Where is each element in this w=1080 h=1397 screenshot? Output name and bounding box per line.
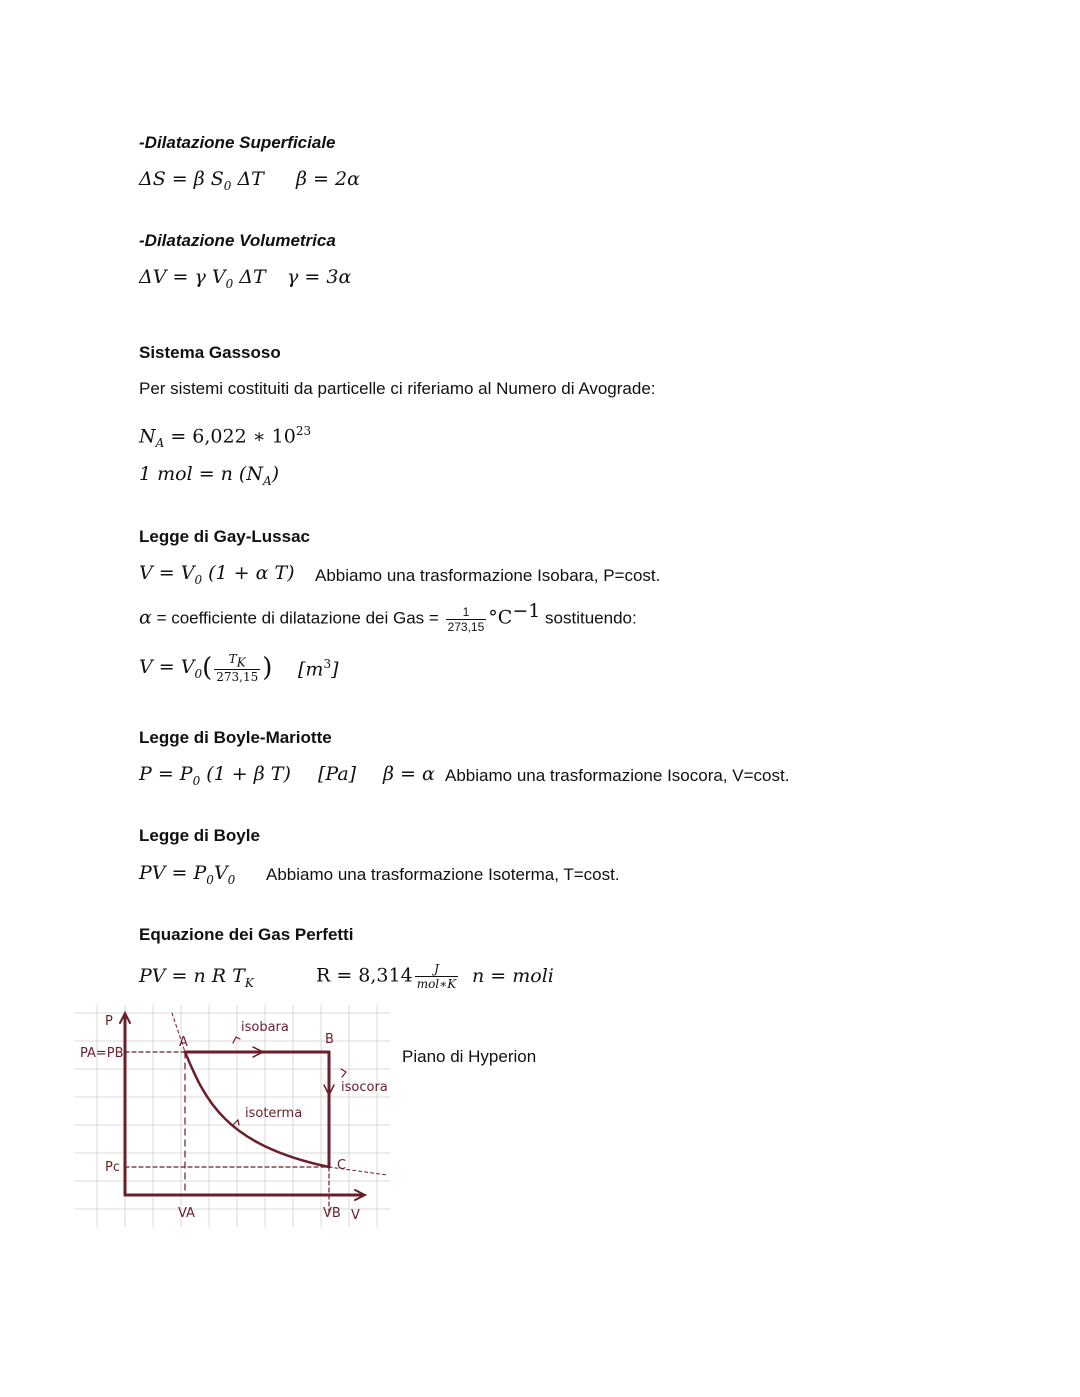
- boyle-mariotte-unit: [Pa]: [318, 763, 357, 785]
- boyle-mariotte-title: Legge di Boyle-Mariotte: [139, 728, 332, 747]
- alpha-fraction: $\frac{1}{273,15}$: [447, 604, 485, 634]
- isoterma-tick: [233, 1120, 239, 1125]
- gay-eq: $V = V_0$ (1 + α T): [139, 562, 295, 587]
- point-a-label: A: [179, 1035, 188, 1050]
- dil-vol-eq2: γ = 3α: [287, 266, 352, 288]
- isoterma-label: isoterma: [245, 1106, 303, 1121]
- va-label: VA: [178, 1206, 195, 1221]
- boyle-mariotte-rel: β = α: [383, 763, 435, 785]
- gas-text: Per sistemi costituiti da particelle ci riferiamo al Numero di Avograde:: [139, 379, 656, 398]
- boyle-mariotte-eq: $P = P_0$ (1 + β T): [139, 763, 291, 788]
- gay-title: Legge di Gay-Lussac: [139, 527, 310, 546]
- gas-constant: R = 8,314 $\frac{J}{\text{mol∗K}}$: [316, 962, 457, 991]
- alpha-def: α = coefficiente di dilatazione dei Gas = $\frac{1}{273,15}$ $^\circ C^{-1}$ sostituendo:: [139, 600, 637, 634]
- isocora-tick: [341, 1069, 346, 1077]
- point-b-label: B: [325, 1032, 334, 1047]
- pc-label: Pc: [105, 1160, 120, 1175]
- gas-title: Sistema Gassoso: [139, 343, 281, 362]
- boyle-eq: PV = $P_0V_0$: [139, 862, 236, 887]
- moles-def: n = moli: [472, 965, 554, 987]
- perfect-gas-title: Equazione dei Gas Perfetti: [139, 925, 354, 944]
- p-axis-label: P: [105, 1014, 113, 1029]
- boyle-desc: Abbiamo una trasformazione Isoterma, T=cost.: [266, 865, 620, 884]
- boyle-title: Legge di Boyle: [139, 826, 260, 845]
- isocora-label: isocora: [341, 1080, 388, 1095]
- point-c-label: C: [337, 1158, 347, 1173]
- gay-unit: $[m^3]$: [298, 657, 339, 681]
- dil-vol-eq1: ΔV = γ $V_0$ ΔT: [139, 266, 266, 291]
- diagram-caption: Piano di Hyperion: [402, 1047, 537, 1066]
- gay-kelvin-eq: $V = V_0$( $\frac{T_K}{273,15}$ ): [139, 652, 273, 685]
- avogadro-eq: $N_A = 6,022$ ∗ $10^{23}$: [139, 424, 312, 451]
- boyle-mariotte-desc: Abbiamo una trasformazione Isocora, V=cost.: [445, 766, 790, 785]
- v-axis-label: V: [351, 1208, 360, 1223]
- isobara-label: isobara: [241, 1020, 289, 1035]
- mol-eq: 1 mol = n $(N_A)$: [139, 463, 280, 488]
- dil-vol-title: -Dilatazione Volumetrica: [139, 231, 336, 250]
- pa-pb-label: PA=PB: [80, 1046, 124, 1061]
- dil-sup-eq1: ΔS = β $S_0$ ΔT: [139, 168, 264, 193]
- dil-sup-title: -Dilatazione Superficiale: [139, 133, 336, 152]
- vb-label: VB: [323, 1206, 341, 1221]
- dil-sup-eq2: β = 2α: [296, 168, 360, 190]
- gay-desc: Abbiamo una trasformazione Isobara, P=cost.: [315, 566, 661, 585]
- pv-diagram: [75, 1005, 390, 1227]
- perfect-gas-eq: PV = n R $T_K$: [139, 965, 254, 990]
